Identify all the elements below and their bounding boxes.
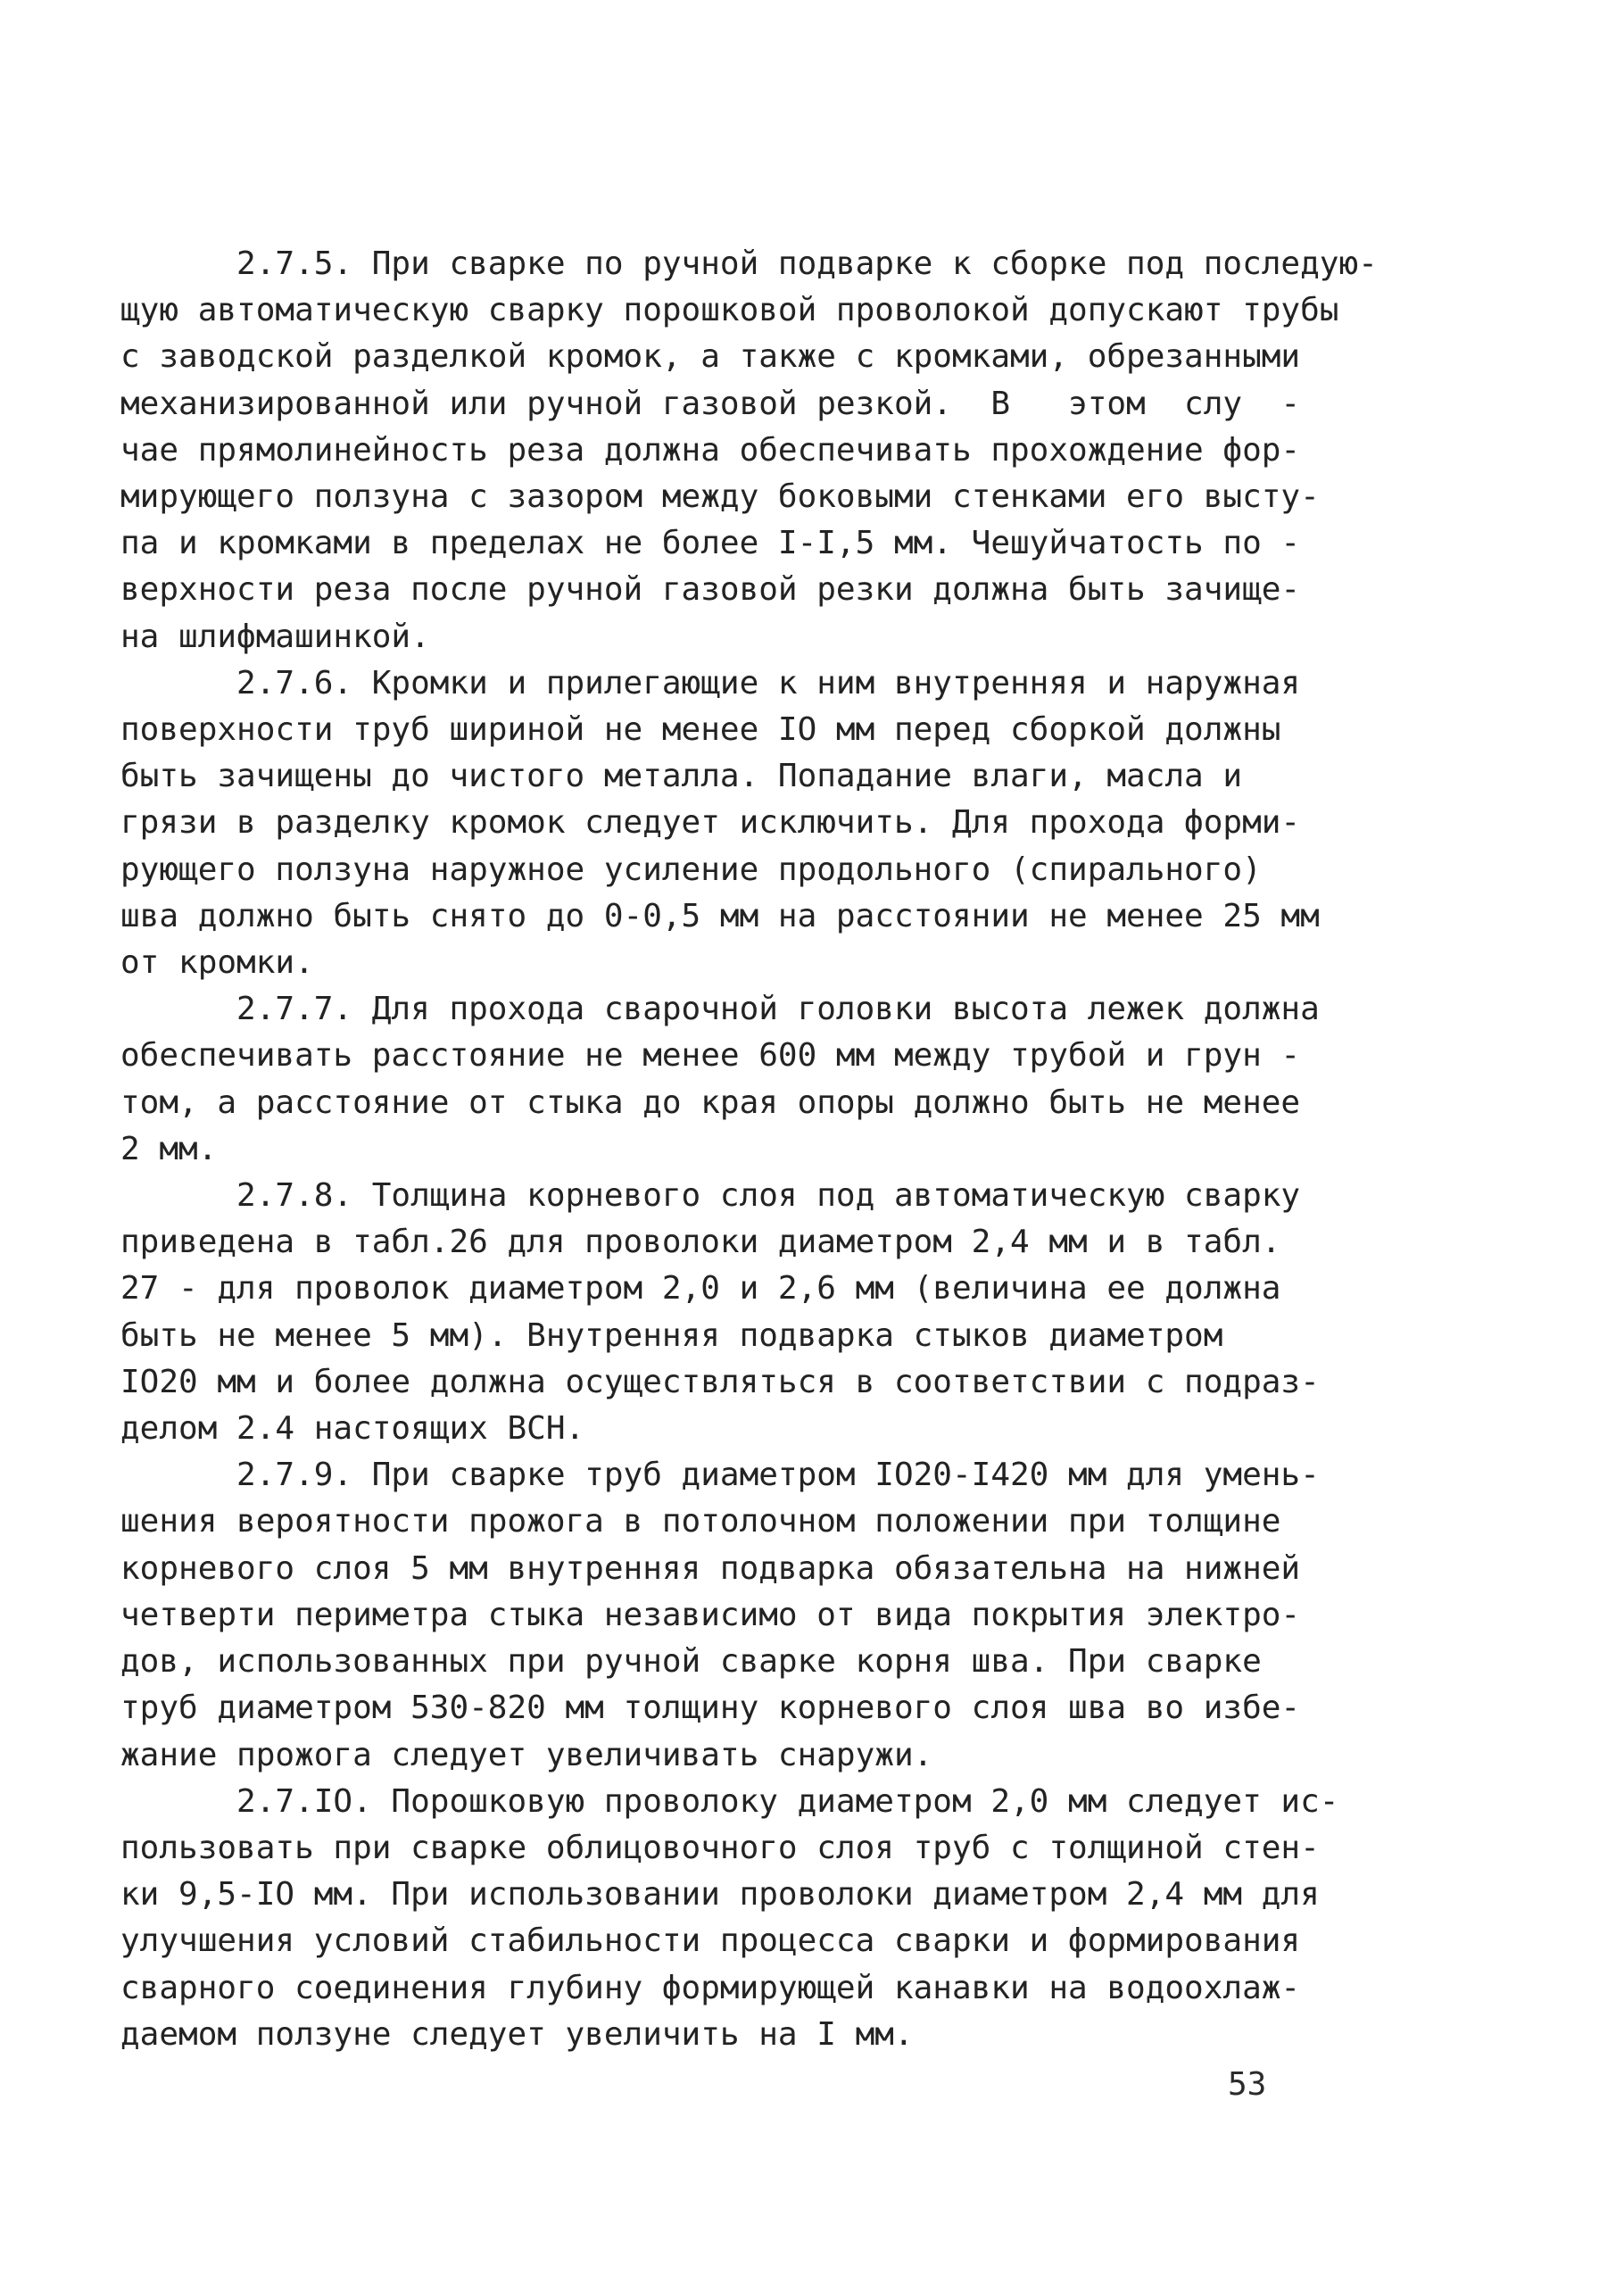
text-line: 2.7.9. При сварке труб диаметром IO20-I420 мм для умень-: [120, 1457, 1320, 1494]
paragraph-2-7-9: [120, 1452, 1320, 1778]
text-line: 2.7.7. Для прохода сварочной головки высота лежек должна: [120, 991, 1320, 1028]
text-line: быть зачищены до чистого металла. Попадание влаги, масла и: [120, 758, 1243, 795]
paragraph-2-7-10: [120, 1779, 1339, 2058]
text-line: том, а расстояние от стыка до края опоры должно быть не менее: [120, 1084, 1301, 1121]
text-line: щую автоматическую сварку порошковой проволокой допускают трубы: [120, 292, 1339, 329]
text-line: улучшения условий стабильности процесса сварки и формирования: [120, 1922, 1301, 1960]
text-line: корневого слоя 5 мм внутренняя подварка обязательна на нижней: [120, 1549, 1301, 1587]
text-line: механизированной или ручной газовой резкой. В этом слу -: [120, 385, 1301, 422]
text-line: ки 9,5-IO мм. При использовании проволоки диаметром 2,4 мм для: [120, 1876, 1320, 1914]
text-line: пользовать при сварке облицовочного слоя труб с толщиной стен-: [120, 1829, 1320, 1866]
text-line: 2 мм.: [120, 1130, 218, 1167]
text-line: мирующего ползуна с зазором между боковыми стенками его высту-: [120, 478, 1320, 516]
text-line: обеспечивать расстояние не менее 600 мм между трубой и грун -: [120, 1037, 1301, 1075]
text-line: дов, использованных при ручной сварке корня шва. При сварке: [120, 1643, 1262, 1681]
text-line: шения вероятности прожога в потолочном положении при толщине: [120, 1503, 1281, 1540]
paragraph-2-7-7: [120, 986, 1320, 1173]
text-line: жание прожога следует увеличивать снаружи.: [120, 1736, 933, 1773]
text-line: верхности реза после ручной газовой резки должна быть зачище-: [120, 571, 1301, 609]
text-line: 2.7.8. Толщина корневого слоя под автоматическую сварку: [120, 1177, 1301, 1215]
text-line: 2.7.5. При сварке по ручной подварке к сборке под последую-: [120, 245, 1378, 282]
text-line: с заводской разделкой кромок, а также с кромками, обрезанными: [120, 338, 1301, 376]
text-line: даемом ползуне следует увеличить на I мм.: [120, 2015, 914, 2053]
paragraph-2-7-8: [120, 1173, 1320, 1452]
text-line: 2.7.6. Кромки и прилегающие к ним внутренняя и наружная: [120, 664, 1301, 702]
paragraph-2-7-5: [120, 241, 1378, 660]
text-line: 2.7.IO. Порошковую проволоку диаметром 2,0 мм следует ис-: [120, 1782, 1339, 1820]
text-line: чае прямолинейность реза должна обеспечивать прохождение фор-: [120, 431, 1301, 469]
text-line: 27 - для проволок диаметром 2,0 и 2,6 мм (величина ее должна: [120, 1270, 1281, 1308]
text-line: приведена в табл.26 для проволоки диаметром 2,4 мм и в табл.: [120, 1224, 1281, 1261]
text-line: на шлифмашинкой.: [120, 618, 430, 655]
text-line: делом 2.4 настоящих ВСН.: [120, 1410, 585, 1448]
text-line: грязи в разделку кромок следует исключить. Для прохода форми-: [120, 804, 1301, 842]
text-line: IO20 мм и более должна осуществляться в соответствии с подраз-: [120, 1363, 1320, 1400]
page-number: 53: [1228, 2066, 1267, 2103]
text-line: четверти периметра стыка независимо от вида покрытия электро-: [120, 1596, 1301, 1633]
text-line: сварного соединения глубину формирующей канавки на водоохлаж-: [120, 1969, 1301, 2006]
text-line: быть не менее 5 мм). Внутренняя подварка стыков диаметром: [120, 1316, 1223, 1354]
text-line: па и кромками в пределах не более I-I,5 мм. Чешуйчатость по -: [120, 525, 1301, 562]
text-line: от кромки.: [120, 944, 314, 982]
text-line: рующего ползуна наружное усиление продольного (спирального): [120, 851, 1262, 888]
body-text: [120, 241, 1378, 2058]
text-line: труб диаметром 530-820 мм толщину корневого слоя шва во избе-: [120, 1690, 1301, 1727]
text-line: шва должно быть снято до 0-0,5 мм на расстоянии не менее 25 мм: [120, 897, 1320, 934]
paragraph-2-7-6: [120, 660, 1320, 986]
text-line: поверхности труб шириной не менее IO мм перед сборкой должны: [120, 711, 1281, 749]
